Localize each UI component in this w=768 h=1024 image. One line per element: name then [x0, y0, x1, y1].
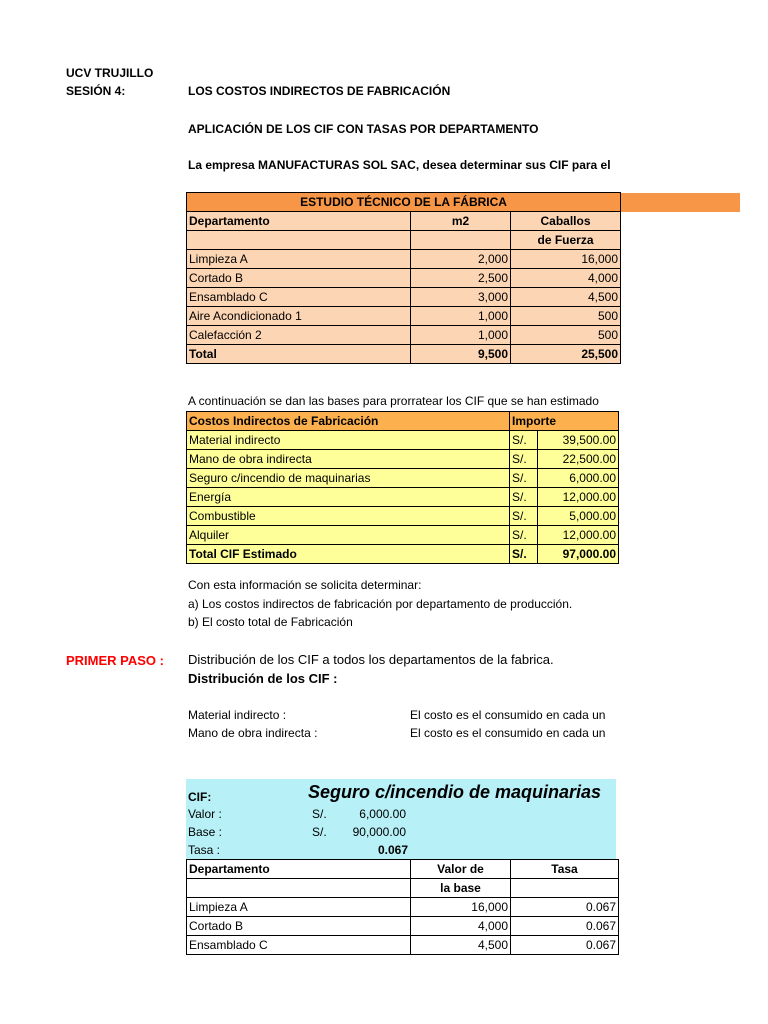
- amount-cell: 39,500.00: [538, 431, 619, 450]
- intro-text: La empresa MANUFACTURAS SOL SAC, desea determinar sus CIF para el: [188, 158, 611, 172]
- total-m2: 9,500: [411, 345, 511, 364]
- total-label: Total: [187, 345, 411, 364]
- step1-text: Distribución de los CIF a todos los departamentos de la fabrica.: [188, 652, 554, 667]
- base-label: Base :: [188, 825, 223, 839]
- currency-cell: S/.: [510, 469, 538, 488]
- total-label: Total CIF Estimado: [187, 545, 510, 564]
- currency-cell: S/.: [510, 507, 538, 526]
- currency-cell: S/.: [510, 488, 538, 507]
- step1-label: PRIMER PASO :: [66, 653, 164, 668]
- base-cell: 4,500: [411, 936, 511, 955]
- dept-cell: Cortado B: [187, 917, 411, 936]
- hp-cell: 500: [511, 326, 621, 345]
- dept-cell: Ensamblado C: [187, 936, 411, 955]
- rate-cell: 0.067: [511, 898, 619, 917]
- item-desc: El costo es el consumido en cada un: [410, 708, 606, 722]
- study-table: [186, 192, 621, 364]
- item-label: Mano de obra indirecta :: [188, 726, 318, 740]
- table-row: [187, 431, 619, 450]
- base-amount: 90,000.00: [352, 825, 406, 839]
- table-row: [187, 250, 621, 269]
- requirement-a: a) Los costos indirectos de fabricación por departamento de producción.: [188, 597, 573, 611]
- rate-cell: 0.067: [511, 917, 619, 936]
- table-row: [187, 326, 621, 345]
- m2-cell: 1,000: [411, 326, 511, 345]
- table-row: [187, 450, 619, 469]
- concept-cell: Seguro c/incendio de maquinarias: [187, 469, 510, 488]
- m2-cell: 3,000: [411, 288, 511, 307]
- table-row: [187, 288, 621, 307]
- insurance-title: Seguro c/incendio de maquinarias: [308, 782, 602, 802]
- cif-table: [186, 411, 619, 564]
- col-concept: Costos Indirectos de Fabricación: [187, 412, 510, 431]
- col-base-1: Valor de: [411, 860, 511, 879]
- table-row: [187, 898, 619, 917]
- concept-cell: Mano de obra indirecta: [187, 450, 510, 469]
- study-table-title: ESTUDIO TÉCNICO DE LA FÁBRICA: [187, 193, 621, 212]
- table-row: [187, 507, 619, 526]
- item-desc: El costo es el consumido en cada un: [410, 726, 606, 740]
- amount-cell: 5,000.00: [538, 507, 619, 526]
- valor-label: Valor :: [188, 807, 222, 821]
- col-hp-2: de Fuerza: [511, 231, 621, 250]
- hp-cell: 4,500: [511, 288, 621, 307]
- base-cell: 4,000: [411, 917, 511, 936]
- tasa-label: Tasa :: [188, 843, 221, 857]
- session-title: LOS COSTOS INDIRECTOS DE FABRICACIÓN: [188, 84, 451, 98]
- dept-cell: Limpieza A: [187, 898, 411, 917]
- step1-heading: Distribución de los CIF :: [188, 671, 338, 686]
- col-amount: Importe: [510, 412, 619, 431]
- col-dept: Departamento: [187, 860, 411, 879]
- item-label: Material indirecto :: [188, 708, 287, 722]
- concept-cell: Material indirecto: [187, 431, 510, 450]
- currency-cell: S/.: [510, 431, 538, 450]
- amount-cell: 22,500.00: [538, 450, 619, 469]
- dept-cell: Aire Acondicionado 1: [187, 307, 411, 326]
- currency-cell: S/.: [510, 526, 538, 545]
- m2-cell: 2,000: [411, 250, 511, 269]
- rate-cell: 0.067: [511, 936, 619, 955]
- valor-currency: S/.: [312, 807, 327, 821]
- hp-cell: 16,000: [511, 250, 621, 269]
- requirements-lead: Con esta información se solicita determinar:: [188, 578, 422, 592]
- concept-cell: Energía: [187, 488, 510, 507]
- col-base-2: la base: [411, 879, 511, 898]
- subtitle: APLICACIÓN DE LOS CIF CON TASAS POR DEPARTAMENTO: [188, 122, 539, 136]
- m2-cell: 2,500: [411, 269, 511, 288]
- dept-cell: Ensamblado C: [187, 288, 411, 307]
- table-row: [187, 307, 621, 326]
- table-row: [187, 469, 619, 488]
- amount-cell: 6,000.00: [538, 469, 619, 488]
- requirement-b: b) El costo total de Fabricación: [188, 615, 353, 629]
- hp-cell: 500: [511, 307, 621, 326]
- concept-cell: Alquiler: [187, 526, 510, 545]
- m2-cell: 1,000: [411, 307, 511, 326]
- valor-amount: 6,000.00: [359, 807, 406, 821]
- dept-cell: Cortado B: [187, 269, 411, 288]
- total-amount: 97,000.00: [538, 545, 619, 564]
- tasa-value: 0.067: [377, 843, 408, 857]
- currency-cell: S/.: [510, 545, 538, 564]
- table-row: [187, 488, 619, 507]
- amount-cell: 12,000.00: [538, 488, 619, 507]
- total-row: [187, 345, 621, 364]
- dept-cell: Calefacción 2: [187, 326, 411, 345]
- dept-cell: Limpieza A: [187, 250, 411, 269]
- base-cell: 16,000: [411, 898, 511, 917]
- concept-cell: Combustible: [187, 507, 510, 526]
- total-hp: 25,500: [511, 345, 621, 364]
- base-currency: S/.: [312, 825, 327, 839]
- amount-cell: 12,000.00: [538, 526, 619, 545]
- table-row: [187, 936, 619, 955]
- table-row: [187, 917, 619, 936]
- insurance-cif-label: CIF:: [188, 790, 212, 804]
- hp-cell: 4,000: [511, 269, 621, 288]
- col-dept: Departamento: [187, 212, 411, 231]
- table-row: [187, 269, 621, 288]
- insurance-table: [186, 859, 619, 955]
- currency-cell: S/.: [510, 450, 538, 469]
- table-row: [187, 526, 619, 545]
- institution: UCV TRUJILLO: [66, 66, 154, 80]
- header-band-extension: [616, 193, 740, 212]
- session-label: SESIÓN 4:: [66, 84, 126, 98]
- col-rate: Tasa: [511, 860, 619, 879]
- bases-intro: A continuación se dan las bases para prorratear los CIF que se han estimado: [188, 394, 599, 408]
- col-m2: m2: [411, 212, 511, 231]
- col-hp-1: Caballos: [511, 212, 621, 231]
- total-row: [187, 545, 619, 564]
